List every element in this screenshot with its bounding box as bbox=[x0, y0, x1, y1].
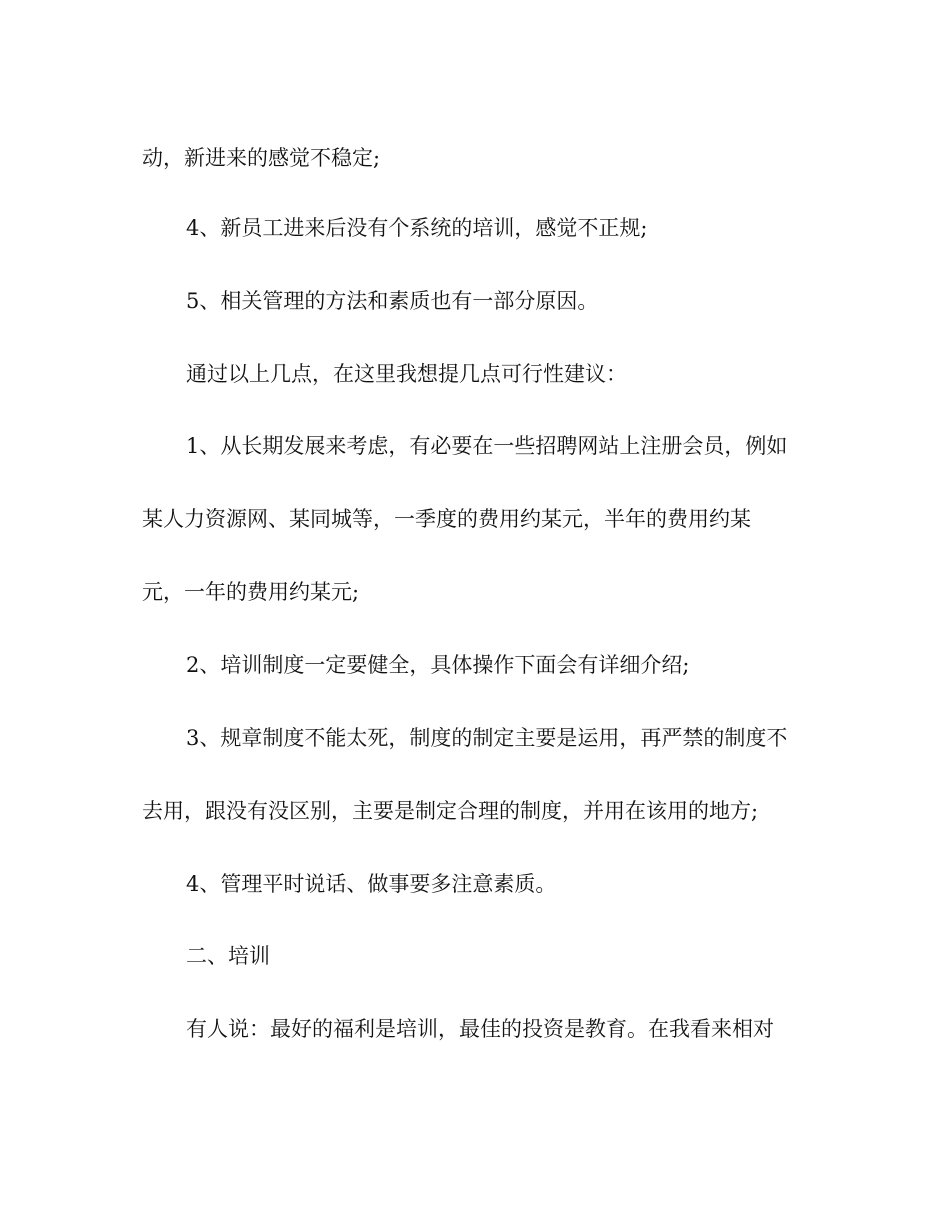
paragraph-line: 有人说：最好的福利是培训，最佳的投资是教育。在我看来相对 bbox=[186, 1017, 774, 1041]
paragraph-line: 3、规章制度不能太死，制度的制定主要是运用，再严禁的制度不 bbox=[186, 726, 788, 750]
paragraph-line: 元，一年的费用约某元; bbox=[142, 580, 360, 604]
paragraph-line: 5、相关管理的方法和素质也有一部分原因。 bbox=[186, 289, 599, 313]
section-heading: 二、培训 bbox=[186, 944, 270, 968]
paragraph-line: 某人力资源网、某同城等，一季度的费用约某元，半年的费用约某 bbox=[142, 507, 751, 531]
paragraph-line: 通过以上几点，在这里我想提几点可行性建议： bbox=[186, 362, 627, 386]
paragraph-line: 4、管理平时说话、做事要多注意素质。 bbox=[186, 872, 557, 896]
paragraph-line: 去用，跟没有没区别，主要是制定合理的制度，并用在该用的地方; bbox=[142, 799, 759, 823]
paragraph-line: 4、新员工进来后没有个系统的培训，感觉不正规; bbox=[186, 216, 648, 240]
paragraph-line: 动，新进来的感觉不稳定; bbox=[142, 146, 381, 170]
paragraph-line: 2、培训制度一定要健全，具体操作下面会有详细介绍; bbox=[186, 653, 690, 677]
paragraph-line: 1、从长期发展来考虑，有必要在一些招聘网站上注册会员，例如 bbox=[186, 434, 788, 458]
